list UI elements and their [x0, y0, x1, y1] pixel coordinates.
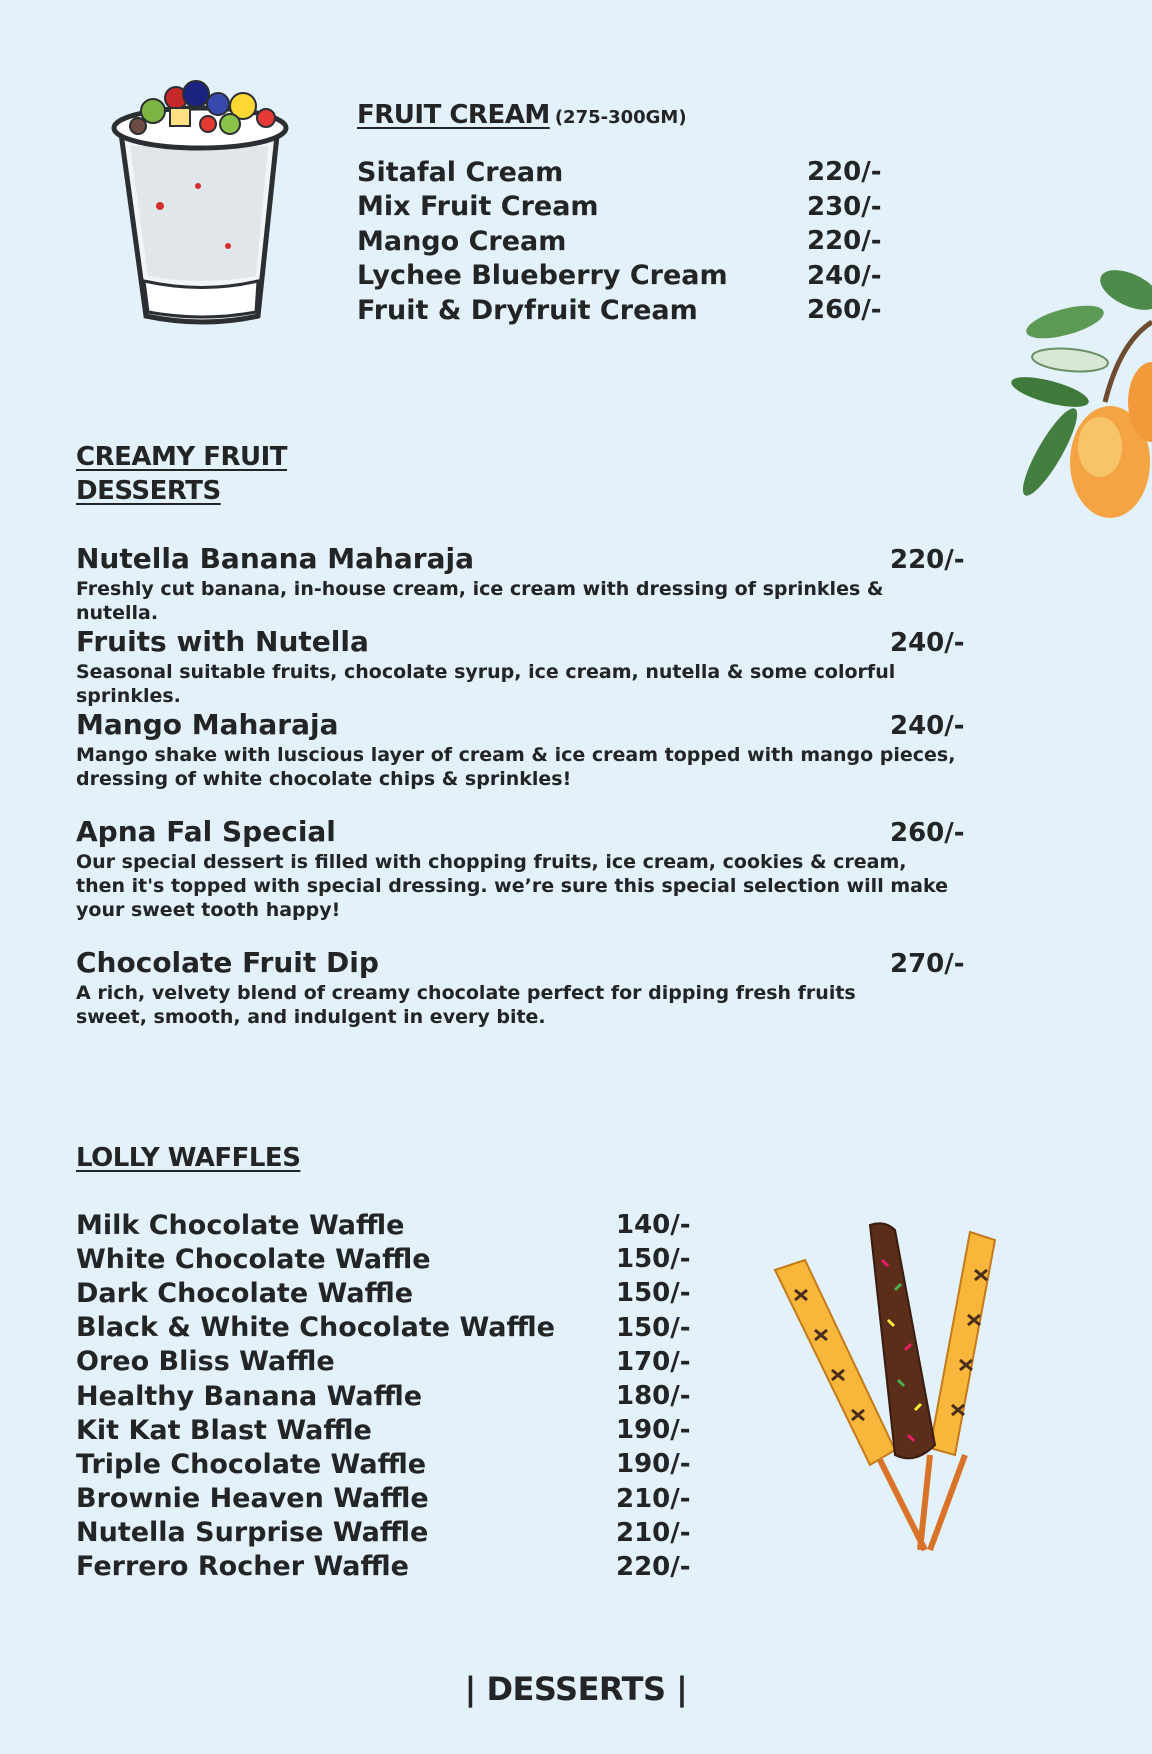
page-footer-label: | DESSERTS |	[464, 1670, 688, 1708]
list-item	[76, 1550, 696, 1584]
list-item	[76, 1311, 696, 1345]
item-name: Black & White Chocolate Waffle	[76, 1312, 555, 1344]
item-price: 150/-	[616, 1312, 691, 1343]
item-description: A rich, velvety blend of creamy chocolate perfect for dipping fresh fruits sweet, smooth, and indulgent in every bite.	[76, 982, 856, 1028]
item-description: Freshly cut banana, in-house cream, ice cream with dressing of sprinkles & nutella.	[76, 578, 884, 624]
list-item	[357, 155, 897, 190]
item-price: 180/-	[616, 1381, 691, 1412]
item-price: 150/-	[616, 1244, 691, 1275]
lolly-waffles-icon	[770, 1220, 1045, 1555]
item-price: 210/-	[616, 1483, 691, 1514]
item-price: 220/-	[616, 1551, 691, 1582]
item-name: Healthy Banana Waffle	[76, 1380, 423, 1412]
item-name: Oreo Bliss Waffle	[76, 1346, 335, 1378]
item-name: Fruits with Nutella	[76, 625, 369, 658]
item-name: White Chocolate Waffle	[76, 1243, 431, 1275]
list-item	[76, 1379, 696, 1413]
fruit-cream-weight-note: (275-300GM)	[554, 107, 687, 128]
item-price: 170/-	[616, 1346, 691, 1377]
item-price: 150/-	[616, 1278, 691, 1309]
item-name: Kit Kat Blast Waffle	[76, 1414, 372, 1446]
item-price: 210/-	[616, 1517, 691, 1548]
item-description: Our special dessert is filled with chopping fruits, ice cream, cookies & cream, then it's topped with special dressing. we’re sure this special selection will make your sweet tooth happy!	[76, 851, 948, 921]
item-name: Chocolate Fruit Dip	[76, 946, 379, 979]
item-name: Lychee Blueberry Cream	[357, 260, 728, 292]
item-name: Mix Fruit Cream	[357, 191, 599, 223]
item-price: 140/-	[616, 1210, 691, 1241]
item-price: 220/-	[807, 157, 882, 188]
item-name: Triple Chocolate Waffle	[76, 1448, 427, 1480]
fruit-cream-title: FRUIT CREAM	[357, 100, 550, 130]
list-item	[76, 1447, 696, 1481]
item-price: 240/-	[807, 260, 882, 291]
fruit-cream-cup-icon	[108, 76, 298, 331]
item-price: 220/-	[890, 545, 965, 575]
list-item	[357, 293, 897, 328]
item-price: 190/-	[616, 1449, 691, 1480]
list-item	[357, 190, 897, 225]
item-price: 230/-	[807, 191, 882, 222]
item-price: 220/-	[807, 226, 882, 257]
item-description: Seasonal suitable fruits, chocolate syrup, ice cream, nutella & some colorful sprinkles.	[76, 661, 896, 707]
item-name: Milk Chocolate Waffle	[76, 1209, 405, 1241]
item-name: Fruit & Dryfruit Cream	[357, 294, 698, 326]
list-item	[76, 1345, 696, 1379]
creamy-fruit-desserts-heading	[76, 440, 287, 508]
section-title-line1: CREAMY FRUIT	[76, 442, 288, 472]
item-name: Ferrero Rocher Waffle	[76, 1551, 409, 1583]
item-price: 260/-	[807, 295, 882, 326]
list-item	[76, 1208, 696, 1242]
dessert-item	[76, 542, 966, 625]
fruit-cream-heading	[357, 98, 687, 132]
item-name: Sitafal Cream	[357, 156, 564, 188]
lolly-waffles-heading: LOLLY WAFFLES	[76, 1143, 301, 1173]
lolly-waffles-list	[76, 1208, 696, 1584]
list-item	[76, 1276, 696, 1310]
list-item	[76, 1413, 696, 1447]
section-title-line2: DESSERTS	[76, 476, 221, 506]
dessert-item	[76, 708, 966, 791]
item-price: 190/-	[616, 1415, 691, 1446]
item-name: Dark Chocolate Waffle	[76, 1277, 414, 1309]
dessert-item	[76, 815, 966, 922]
item-name: Nutella Banana Maharaja	[76, 542, 475, 575]
dessert-item	[76, 946, 966, 1029]
list-item	[76, 1482, 696, 1516]
item-price: 240/-	[890, 628, 965, 658]
list-item	[357, 224, 897, 259]
item-price: 270/-	[890, 949, 965, 979]
item-price: 240/-	[890, 711, 965, 741]
list-item	[357, 259, 897, 294]
mango-branch-icon	[1010, 262, 1152, 524]
item-name: Mango Maharaja	[76, 708, 339, 741]
list-item	[76, 1516, 696, 1550]
dessert-item	[76, 625, 966, 708]
list-item	[76, 1242, 696, 1276]
item-price: 260/-	[890, 818, 965, 848]
item-name: Brownie Heaven Waffle	[76, 1483, 429, 1515]
item-name: Apna Fal Special	[76, 815, 336, 848]
item-description: Mango shake with luscious layer of cream & ice cream topped with mango pieces, dressing of white chocolate chips & sprinkles!	[76, 744, 956, 790]
item-name: Nutella Surprise Waffle	[76, 1517, 429, 1549]
fruit-cream-list	[357, 155, 897, 328]
item-name: Mango Cream	[357, 225, 567, 257]
